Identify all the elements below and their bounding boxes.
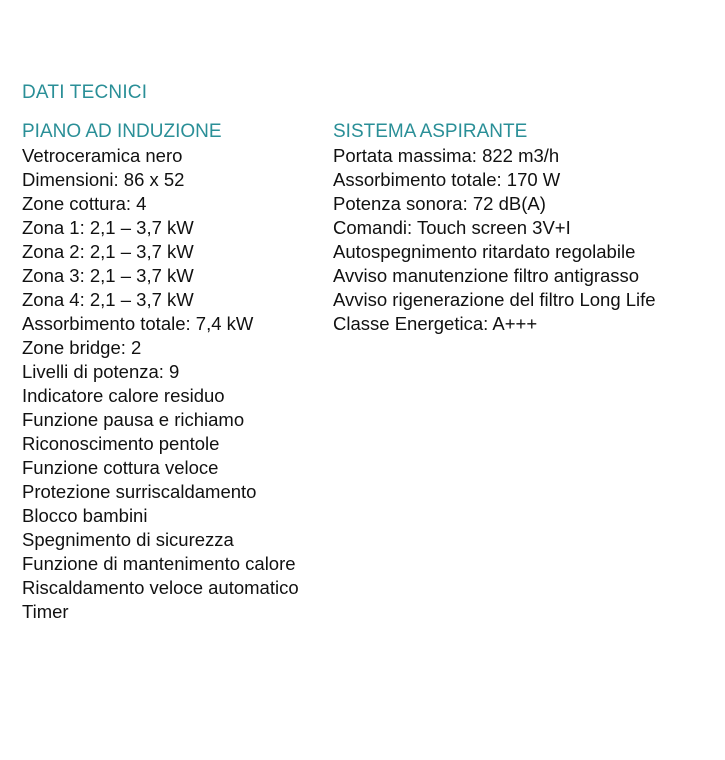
spec-item: Vetroceramica nero bbox=[22, 145, 183, 166]
sistema-section bbox=[333, 120, 713, 336]
spec-item: Spegnimento di sicurezza bbox=[22, 529, 234, 550]
piano-heading: PIANO AD INDUZIONE bbox=[22, 121, 222, 142]
spec-item: Protezione surriscaldamento bbox=[22, 481, 257, 502]
spec-item: Zona 4: 2,1 – 3,7 kW bbox=[22, 289, 194, 310]
spec-item: Classe Energetica: A+++ bbox=[333, 313, 538, 334]
spec-item: Avviso manutenzione filtro antigrasso bbox=[333, 265, 640, 286]
spec-item: Timer bbox=[22, 601, 69, 622]
spec-item: Assorbimento totale: 7,4 kW bbox=[22, 313, 254, 334]
spec-item: Funzione pausa e richiamo bbox=[22, 409, 245, 430]
spec-item: Potenza sonora: 72 dB(A) bbox=[333, 193, 546, 214]
spec-item: Blocco bambini bbox=[22, 505, 148, 526]
spec-item: Riscaldamento veloce automatico bbox=[22, 577, 299, 598]
spec-item: Comandi: Touch screen 3V+I bbox=[333, 217, 571, 238]
spec-item: Portata massima: 822 m3/h bbox=[333, 145, 560, 166]
spec-item: Livelli di potenza: 9 bbox=[22, 361, 180, 382]
spec-item: Funzione di mantenimento calore bbox=[22, 553, 296, 574]
spec-item: Assorbimento totale: 170 W bbox=[333, 169, 561, 190]
spec-item: Zone cottura: 4 bbox=[22, 193, 147, 214]
spec-item: Zone bridge: 2 bbox=[22, 337, 142, 358]
sistema-heading: SISTEMA ASPIRANTE bbox=[333, 121, 528, 142]
page-title: DATI TECNICI bbox=[22, 82, 148, 103]
spec-item: Zona 3: 2,1 – 3,7 kW bbox=[22, 265, 194, 286]
spec-item: Zona 2: 2,1 – 3,7 kW bbox=[22, 241, 194, 262]
spec-item: Avviso rigenerazione del filtro Long Life bbox=[333, 289, 656, 310]
spec-item: Indicatore calore residuo bbox=[22, 385, 225, 406]
sistema-spec-list bbox=[333, 144, 713, 336]
spec-item: Zona 1: 2,1 – 3,7 kW bbox=[22, 217, 194, 238]
spec-item: Autospegnimento ritardato regolabile bbox=[333, 241, 636, 262]
piano-section bbox=[22, 120, 342, 624]
spec-item: Dimensioni: 86 x 52 bbox=[22, 169, 185, 190]
spec-item: Riconoscimento pentole bbox=[22, 433, 220, 454]
spec-item: Funzione cottura veloce bbox=[22, 457, 219, 478]
piano-spec-list bbox=[22, 144, 342, 624]
